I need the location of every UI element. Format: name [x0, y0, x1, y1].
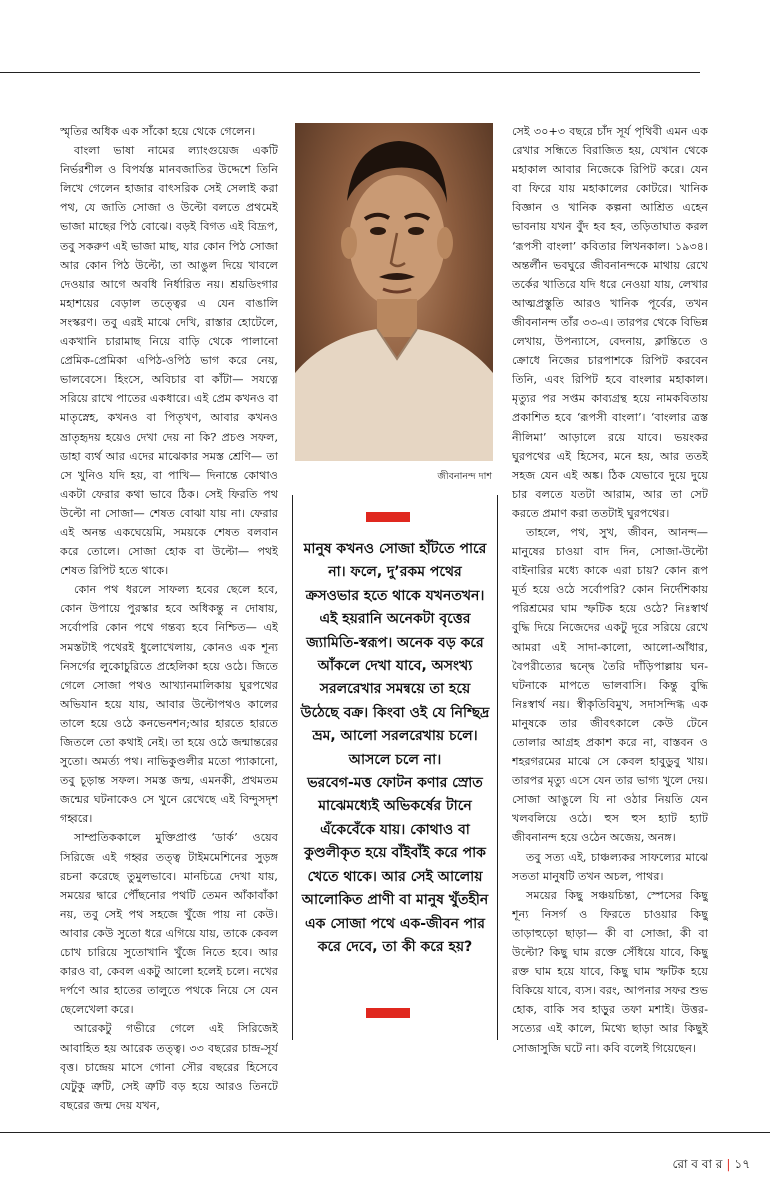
right-column: [512, 122, 708, 1122]
pull-quote: [300, 538, 490, 959]
author-portrait: [295, 123, 493, 461]
right-paragraph-3: তবু সত্য এই, চাঞ্চল্যকর সাফল্যের মাঝে সততা মানুষটি তখন অচল, পাথর।: [512, 850, 708, 883]
footer-section: রো ব বা র: [672, 1157, 723, 1171]
footer-separator: |: [726, 1157, 731, 1171]
photo-caption: জীবনানন্দ দাশ: [437, 471, 492, 482]
pullquote-bottom-accent: [366, 1008, 410, 1018]
pull-quote-part-1: মানুষ কখনও সোজা হাঁটতে পারে না। ফলে, দু’রকম পথের ক্রসওভার হতে থাকে যখনতখন। এই হয়রানি অনেকটা বৃত্তের জ্যামিতি-স্বরূপ। অনেক বড় করে আঁকলে দেখা যাবে, অসংখ্য সরলরেখার সমন্বয়ে তা হয়ে উঠেছে বক্র। কিংবা ওই যে নিশ্ছিদ্র ভ্রম, আলো সরলরেখায় চলে। আসলে চলে না।: [300, 541, 490, 768]
right-paragraph-2: তাহলে, পথ, সুখ, জীবন, আনন্দ— মানুষের চাওয়া বাদ দিন, সোজা-উল্টো বাইনারির মধ্যে কাকে এরা চায়? কোন রূপ মূর্ত হয়ে ওঠে সর্বোপরি? কোন নির্দেশিকায় পরিশ্রমের ঘাম স্ফটিক হয়ে ওঠে? নিঃস্বার্থ বুদ্ধি দিয়ে নিজেদের একটু দূরে সরিয়ে রেখে আমরা এই সাদা-কালো, আলো-আঁধার, বৈপরীত্যের দ্বন্দ্বে তৈরি দাঁড়িপাল্লায় ঘন-ঘটনাকে মাপতে ভালবাসি। কিন্তু বুদ্ধি নিঃস্বার্থ নয়। স্বীকৃতিবিমুখ, সদাসন্দিগ্ধ এক মানুষকে তার জীবৎকালে কেউ টেনে তোলার আগ্রহ প্রকাশ করে না, বাস্তবন ও শহরগরমের মাঝে সে কেবল হাবুডুবু খায়। তারপর মৃত্যু এসে যেন তার ভাগ্য খুলে দেয়। সোজা আঙুলে যি না ওঠার নিয়তি যেন খলবলিয়ে ওঠে। হুস হুস হ্যাট হ্যাট জীবনানন্দ হয়ে ওঠেন অজেয়, অনঙ্গ।: [512, 525, 708, 845]
right-paragraph-1: সেই ৩০+৩ বছরে চাঁদ সূর্য পৃথিবী এমন এক রেখার সন্ধিতে বিরাজিত হয়, যেখান থেকে মহাকাল আবার নিজেকে রিপিট করে। যেন বা ফিরে যায় মহাকালের কোটরে। খানিক বিজ্ঞান ও খানিক কল্পনা আশ্রিত এহেন ভাবনায় যখন বুঁদ হব হব, তড়িতাঘাত করল ‘রূপসী বাংলা’ কবিতার লিখনকাল। ১৯৩৪। অন্তর্লীন ভবঘুরে জীবনানন্দকে মাথায় রেখে তর্কের খাতিরে যদি ধরে নেওয়া যায়, লেখার আত্মপ্রস্তুতি আরও খানিক পূর্বের, তখন জীবনানন্দ তাঁর ৩৩-এ। তারপর থেকে বিভিন্ন লেখায়, উপন্যাসে, বেদনায়, ক্লান্তিতে ও ক্রোধে নিজের চারপাশকে রিপিট করবেন তিনি, এবং রিপিট হবে বাংলার মহাকাল। মৃত্যুর পর সপ্তম কাব্যগ্রন্থ হয়ে নামকবিতায় প্রকাশিত হবে ‘রূপসী বাংলা’। ‘বাংলার ত্রস্ত নীলিমা’ আড়ালে রয়ে যাবে। ভয়ংকর ঘুরপথের এই হিসেব, মনে হয়, আর ততই সহজ যেন এই অঙ্ক। ঠিক যেভাবে দুয়ে দুয়ে চার বলতে যতটা আরাম, আর তা সেট করতে প্রমাণ করা ততটাই ঘুরপথের।: [512, 125, 708, 520]
left-column: [60, 122, 278, 1122]
page-footer: [600, 1156, 750, 1176]
left-paragraph-3: কোন পথ ধরলে সাফল্য হবের ছেলে হবে, কোন উপায়ে পুরস্কার হবে অধিকন্তু ন দোষায়, সর্বোপরি কোন পথে গন্তব্য হবে নিশ্চিত— এই সমস্তটাই পথেরই ধুলোখেলায়, কোনও এক শূন্য নিসর্গের লুকোচুরিতে প্রহেলিকা হয়ে ওঠে। জিতে গেলে সোজা পথও আখ্যানমালিকায় ঘুরপথের অভিযান হয়ে যায়, আবার উল্টোপথও কালের তালে হয়ে ওঠে কনভেনশন;আর হারতে হারতে জিতলে তো কথাই নেই। তা হয়ে ওঠে জন্মান্তরের সুতো। অমর্ত্য পথ। নাভিকুণ্ডলীর মতো প্যাকানো, তবু চূড়ান্ত সফল। সমস্ত জন্ম, এমনকী, প্রথমতম জন্মের ঘটনাকেও সে খুনে রেখেছে এই বিন্দুসদৃশ গহ্বরে।: [60, 583, 278, 826]
left-paragraph-4: সাম্প্রতিককালে মুক্তিপ্রাপ্ত ‘ডার্ক’ ওয়েব সিরিজে এই গহ্বর তত্ত্ব টাইমমেশিনের সুড়ঙ্গ রচনা করেছে তুমুলভাবে। মানচিত্রে দেখা যায়, সময়ের দ্বারে পৌঁছনোর পথটি তেমন আঁকাবাঁকা নয়, তবু সেই পথ সহজে খুঁজে পায় না কেউ। আবার কেউ সুতো ধরে এগিয়ে যায়, তাকে কেবল চোখ চারিয়ে সুতোখানি খুঁজে নিতে হবে। আর কারও বা, কেবল একটু আলো হলেই চলে। নখের দর্পণে আর হাতের তালুতে পথকে নিয়ে সে যেন ছেলেখেলা করে।: [60, 831, 278, 1017]
pullquote-top-accent: [366, 512, 410, 522]
left-paragraph-5: আরেকটু গভীরে গেলে এই সিরিজেই আবাহিত হয় আরেক তত্ত্ব। ৩৩ বছরের চান্দ্র-সূর্য বৃত্ত। চান্দ্রেয় মাসে গোনা সৌর বছরের হিসেবে যেটুকু ত্রুটি, সেই ত্রুটি বড় হয়ে আরও তিনটে বছরের জন্ম দেয় যখন,: [60, 1022, 278, 1112]
left-paragraph-1: স্মৃতির অধিক এক সাঁকো হয়ে থেকে গেলেন।: [60, 125, 256, 138]
pullquote-left-rule: [292, 495, 293, 1040]
page-number: ১৭: [734, 1157, 750, 1171]
top-rule: [0, 72, 700, 73]
left-paragraph-2: বাংলা ভাষা নামের ল্যাংগুয়েজ একটি নির্ভরশীল ও বিপর্যস্ত মানবজাতির উদ্দেশে তিনি লিখে গেলেন হাজার বাৎসরিক সেই সেলাই করা পথ, যে জাতি সোজা ও উল্টো বলতে প্রথমেই ভাজা মাছের পিঠ বোঝে। বড়ই বিগত এই বিদ্রূপ, তবু সকরুণ এই ভাজা মাছ, যার কোন পিঠ সোজা আর কোন পিঠ উল্টো, তা আঙুল দিয়ে খাবলে দেওয়ার আগে অবধি নির্ধারিত নয়। শ্রয়ডিংগার মহাশয়ের বেড়াল তত্ত্বের এ যেন বাঙালি সংস্করণ। তবু এরই মাঝে দেখি, রাস্তার হোটেলে, একখানি চারামাছ নিয়ে বাড়ি থেকে পালানো প্রেমিক-প্রেমিকা এপিঠ-ওপিঠ ভাগ করে নেয়, ভালবেসে। হিংসে, অবিচার বা কাঁটা— সযত্নে সরিয়ে রাখে পাতের একধারে। এই প্রেম কখনও বা মাতৃস্নেহ, কখনও বা পিতৃখণ, আবার কখনও ভ্রাতৃহৃদয় হয়েও দেখা দেয় না কি? প্রচণ্ড সফল, ডাহা ব্যর্থ আর এদের মাঝেকার সমস্ত শ্রেণি— তা সে খুনিও যদি হয়, বা পাখি— দিনান্তে কোথাও একটা ফেরার কথা ভাবে ঠিক। সেই ফিরতি পথ উল্টো না সোজা— শেষত বোঝা যায় না। ফেরার এই অনন্ত একঘেয়েমি, সময়কে শেষত বলবান করে তোলে। সোজা হোক বা উল্টো— পথই শেষত রিপিট হতে থাকে।: [60, 144, 278, 578]
bottom-rule: [0, 1132, 770, 1133]
pullquote-right-rule: [497, 495, 498, 1040]
portrait-illustration: [295, 123, 493, 461]
right-paragraph-4: সময়ের কিছু সঞ্চয়চিন্তা, স্পেসের কিছু শূন্য নিসর্গ ও ফিরতে চাওয়ার কিছু তাড়াহুড়ো ছাড়া— কী বা সোজা, কী বা উল্টো? কিছু ঘাম রক্তে সেঁধিয়ে যাবে, কিছু রক্ত ঘাম হয়ে যাবে, কিছু ঘাম স্ফটিক হয়ে বিকিয়ে যাবে, ব্যস। বরং, আপনার সফর শুভ হোক, বাকি সব হাড়ুর তফা মশাই। উত্তর-সত্যের এই কালে, মিথ্যে ছাড়া আর কিছুই সোজাসুজি ঘটে না। কবি বলেই গিয়েছেন।: [512, 888, 708, 1055]
pull-quote-part-2: ভরবেগ-মত্ত ফোটন কণার স্রোত মাঝেমধ্যেই অভিকর্ষের টানে এঁকেবেঁকে যায়। কোথাও বা কুণ্ডলীকৃত হয়ে বাঁইবাঁই করে পাক খেতে থাকে। আর সেই আলোয় আলোকিত প্রাণী বা মানুষ খুঁতহীন এক সোজা পথে এক-জীবন পার করে দেবে, তা কী করে হয়?: [301, 775, 489, 955]
